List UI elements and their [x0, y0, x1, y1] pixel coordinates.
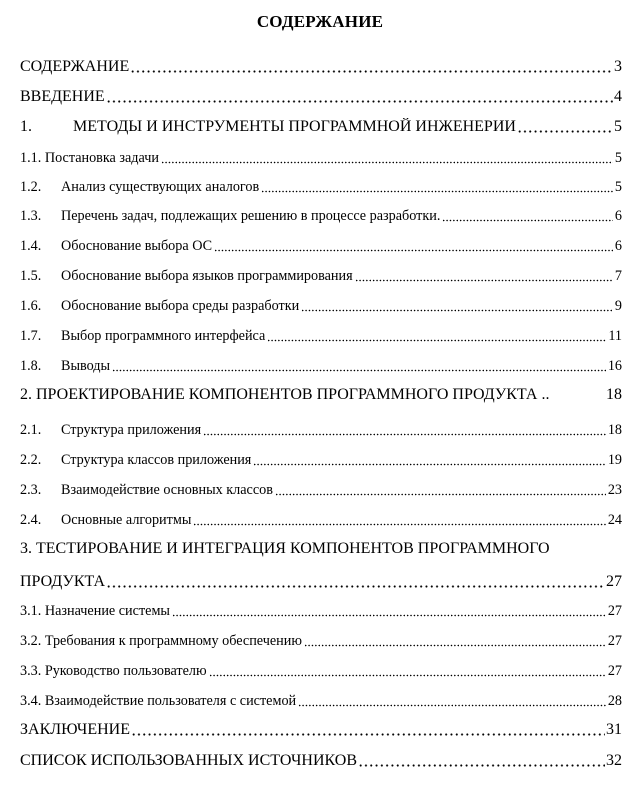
toc-leader	[161, 161, 613, 164]
toc-leader	[267, 339, 606, 342]
toc-entry-text: ВВЕДЕНИЕ	[20, 88, 105, 105]
toc-page-number: 3	[614, 58, 622, 75]
toc-entry[interactable]	[20, 208, 622, 225]
toc-entry[interactable]	[20, 721, 622, 739]
toc-page-number: 5	[614, 179, 622, 195]
toc-leader	[214, 249, 613, 252]
toc-entry-text: 3.4. Взаимодействие пользователя с системой	[20, 693, 297, 709]
toc-entry-text: Обоснование выбора языков программирования	[61, 268, 353, 284]
toc-page-number: 32	[606, 752, 622, 769]
toc-entry-number: 1.4.	[20, 238, 42, 254]
toc-leader	[112, 369, 606, 372]
toc-entry-number: 1.	[20, 118, 32, 135]
toc-page-number: 31	[606, 721, 622, 738]
toc-leader	[304, 644, 606, 647]
toc-entry[interactable]	[20, 88, 622, 106]
toc-entry[interactable]	[20, 422, 622, 439]
toc-leader	[261, 190, 613, 193]
toc-entry-text: МЕТОДЫ И ИНСТРУМЕНТЫ ПРОГРАММНОЙ ИНЖЕНЕРИИ	[73, 118, 516, 135]
toc-leader	[355, 279, 613, 282]
toc-leader	[106, 585, 605, 588]
toc-entry[interactable]	[20, 150, 622, 167]
toc-page-number: 27	[607, 663, 622, 679]
toc-entry-text: ПРОДУКТА	[20, 573, 106, 590]
toc-entry[interactable]	[20, 452, 622, 469]
toc-entry-text: 3.2. Требования к программному обеспечению	[20, 633, 302, 649]
toc-page-number: 18	[607, 422, 622, 438]
toc-leader	[442, 219, 613, 222]
toc-entry-text: Обоснование выбора среды разработки	[61, 298, 300, 314]
toc-entry-text: Структура приложения	[61, 422, 202, 438]
toc-entry-number: 1.7.	[20, 328, 42, 344]
toc-entry[interactable]	[20, 693, 622, 710]
toc-entry[interactable]	[20, 298, 622, 315]
toc-entry[interactable]	[20, 58, 622, 76]
toc-entry[interactable]	[20, 118, 622, 136]
toc-entry[interactable]	[20, 268, 622, 285]
toc-entry-text: Выводы	[61, 358, 111, 374]
toc-entry-text: Перечень задач, подлежащих решению в процессе разработки.	[61, 208, 441, 224]
toc-page-number: 6	[614, 238, 622, 254]
toc-entry-text: Выбор программного интерфейса	[61, 328, 266, 344]
toc-entry-number: 1.6.	[20, 298, 42, 314]
toc-page-number: 7	[614, 268, 622, 284]
toc-page-number: 27	[607, 603, 622, 619]
toc-entry-text: Обоснование выбора ОС	[61, 238, 213, 254]
toc-page-number: 28	[607, 693, 622, 709]
toc-page-number: 18	[606, 386, 622, 403]
toc-entry[interactable]	[20, 179, 622, 196]
toc-entry-text: СПИСОК ИСПОЛЬЗОВАННЫХ ИСТОЧНИКОВ	[20, 752, 358, 769]
toc-entry[interactable]	[20, 663, 622, 680]
toc-page-number: 9	[614, 298, 622, 314]
toc-entry[interactable]	[20, 358, 622, 375]
toc-leader	[130, 70, 613, 73]
toc-entry[interactable]	[20, 633, 622, 650]
toc-entry-number: 1.8.	[20, 358, 42, 374]
toc-page-number: 27	[607, 633, 622, 649]
toc-leader	[193, 523, 605, 526]
toc-entry-number: 1.5.	[20, 268, 42, 284]
toc-leader	[209, 674, 606, 677]
toc-entry-number: 2.3.	[20, 482, 42, 498]
toc-leader	[253, 463, 605, 466]
toc-leader	[203, 433, 606, 436]
toc-page-number: 27	[606, 573, 622, 590]
toc-entry[interactable]	[20, 603, 622, 620]
toc-entry-heading[interactable]: 3. ТЕСТИРОВАНИЕ И ИНТЕГРАЦИЯ КОМПОНЕНТОВ ПРОГРАММНОГО	[20, 540, 550, 557]
toc-page-number: 16	[607, 358, 622, 374]
toc-entry[interactable]	[20, 328, 622, 345]
toc-entry[interactable]	[20, 752, 622, 770]
toc-leader	[298, 704, 606, 707]
toc-page-number: 4	[614, 88, 622, 105]
toc-entry[interactable]	[20, 386, 622, 404]
toc-entry-text: Основные алгоритмы	[61, 512, 192, 528]
toc-leader	[275, 493, 606, 496]
toc-entry-text: 1.1. Постановка задачи	[20, 150, 159, 166]
toc-entry[interactable]	[20, 512, 622, 529]
toc-leader	[131, 733, 605, 736]
toc-page-number: 5	[614, 118, 622, 135]
toc-leader	[301, 309, 613, 312]
toc-entry-number: 2.1.	[20, 422, 42, 438]
toc-leader	[358, 764, 605, 767]
toc-entry-number: 1.3.	[20, 208, 42, 224]
toc-entry[interactable]	[20, 238, 622, 255]
toc-entry-text: Взаимодействие основных классов	[61, 482, 273, 498]
toc-page-number: 5	[614, 150, 622, 166]
toc-entry-text: 3.1. Назначение системы	[20, 603, 170, 619]
toc-entry-text: 2. ПРОЕКТИРОВАНИЕ КОМПОНЕНТОВ ПРОГРАММНОГО ПРОДУКТА ..	[20, 386, 550, 403]
toc-leader	[172, 614, 606, 617]
toc-entry-number: 2.4.	[20, 512, 42, 528]
toc-leader	[106, 100, 613, 103]
toc-title: СОДЕРЖАНИЕ	[256, 12, 384, 31]
toc-entry[interactable]	[20, 482, 622, 499]
toc-page-number: 11	[608, 328, 622, 344]
toc-entry-text: Анализ существующих аналогов	[61, 179, 260, 195]
toc-entry-text: Структура классов приложения	[61, 452, 252, 468]
toc-entry-number: 2.2.	[20, 452, 42, 468]
toc-page-number: 19	[607, 452, 622, 468]
toc-entry-number: 1.2.	[20, 179, 42, 195]
toc-page-number: 6	[614, 208, 622, 224]
toc-leader	[517, 130, 613, 133]
toc-entry-text: ЗАКЛЮЧЕНИЕ	[20, 721, 130, 738]
toc-page-number: 24	[607, 512, 622, 528]
toc-entry[interactable]	[20, 573, 622, 591]
toc-page-number: 23	[607, 482, 622, 498]
toc-entry-text: СОДЕРЖАНИЕ	[20, 58, 130, 75]
toc-entry-text: 3.3. Руководство пользователю	[20, 663, 207, 679]
